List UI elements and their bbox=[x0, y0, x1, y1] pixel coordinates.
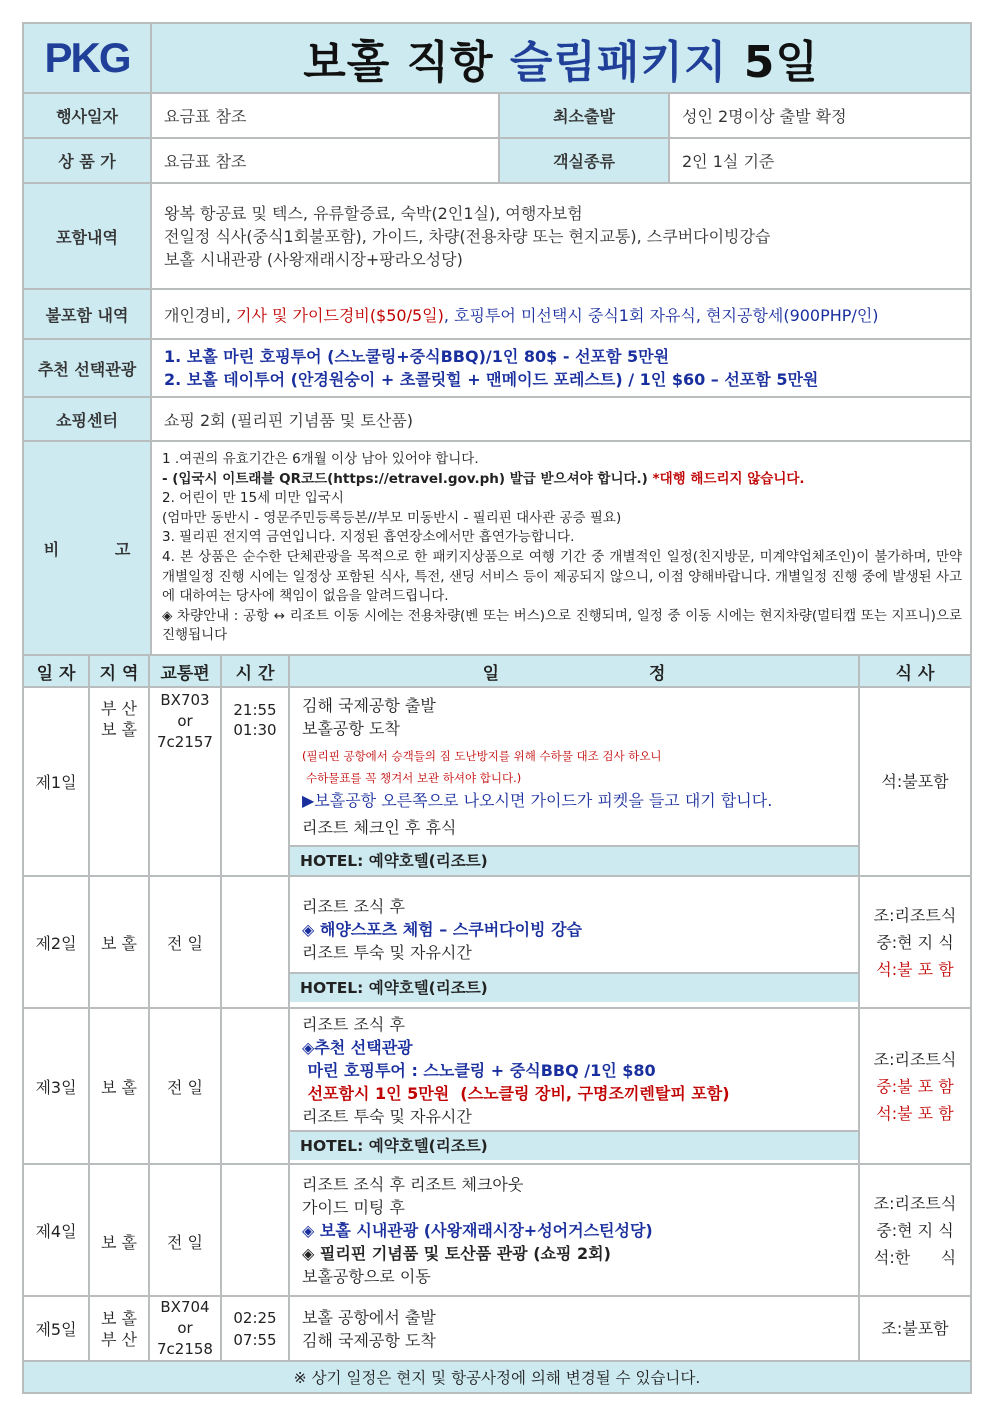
remark-item: 4. 본 상품은 순수한 단체관광을 목적으로 한 패키지상품으로 여행 기간 중 개별적인 일정(친지방문, 미계약업체조인)이 불가하며, 만약 개별일정 진행 시에는 일정상 포함된 식사, 특전, 샌딩 서비스 등이 제공되지 않으니, 이점 양해바랍니다. 개별일정 진행 중에 발생된 사고에 대하여는 당사에 책임이 없음을 알려드립니다. bbox=[162, 549, 963, 605]
info-table bbox=[22, 22, 972, 656]
remarks-label: 비 고 bbox=[23, 441, 151, 655]
remarks-list bbox=[151, 441, 971, 655]
included-label: 포함내역 bbox=[23, 183, 151, 289]
day-label: 제2일 bbox=[23, 876, 89, 1008]
min-departure-label: 최소출발 bbox=[499, 93, 669, 138]
col-day: 일 자 bbox=[23, 655, 89, 687]
day-row bbox=[23, 1164, 971, 1296]
itinerary-cell: 리조트 조식 후 리조트 체크아웃 가이드 미팅 후 ◈ 보홀 시내관광 (사왕재래시장+성어거스틴성당) ◈ 필리핀 기념품 및 토산품 관광 (쇼핑 2회) 보홀공항으로 이동 bbox=[289, 1164, 859, 1296]
transport: 전 일 bbox=[149, 1008, 221, 1164]
region: 부 산 보 홀 bbox=[89, 687, 149, 876]
transport: 전 일 bbox=[149, 1164, 221, 1296]
option-tour-label: 추천 선택관광 bbox=[23, 339, 151, 397]
option-tour-item: 1. 보홀 마린 호핑투어 (스노쿨링+중식BBQ)/1인 80$ - 선포함 5만원 bbox=[164, 347, 670, 366]
footer-note: ※ 상기 일정은 현지 및 항공사정에 의해 변경될 수 있습니다. bbox=[23, 1361, 971, 1393]
remark-item: 2. 어린이 만 15세 미만 입국시 bbox=[162, 490, 344, 507]
itinerary-cell: 리조트 조식 후 ◈ 해양스포츠 체험 – 스쿠버다이빙 강습 리조트 투숙 및 자유시간 HOTEL: 예약호텔(리조트) bbox=[289, 876, 859, 1008]
price-value: 요금표 참조 bbox=[151, 138, 499, 183]
hotel-label: HOTEL: 예약호텔(리조트) bbox=[290, 1130, 860, 1160]
col-region: 지 역 bbox=[89, 655, 149, 687]
hotel-label: HOTEL: 예약호텔(리조트) bbox=[290, 972, 860, 1002]
shopping-label: 쇼핑센터 bbox=[23, 397, 151, 441]
time bbox=[221, 876, 289, 1008]
price-label: 상 품 가 bbox=[23, 138, 151, 183]
room-type-label: 객실종류 bbox=[499, 138, 669, 183]
itinerary-sheet bbox=[22, 22, 970, 1394]
day-label: 제4일 bbox=[23, 1164, 89, 1296]
page-title: 보홀 직항 슬림패키지 5일 bbox=[151, 23, 971, 93]
col-time: 시 간 bbox=[221, 655, 289, 687]
schedule-table bbox=[22, 654, 972, 1394]
date-value: 요금표 참조 bbox=[151, 93, 499, 138]
excluded-value: 개인경비, 기사 및 가이드경비($50/5일), 호핑투어 미선택시 중식1회 자유식, 현지공항세(900PHP/인) bbox=[151, 289, 971, 339]
day-row bbox=[23, 876, 971, 1008]
transport: BX703 or 7c2157 bbox=[149, 687, 221, 876]
included-item: 보홀 시내관광 (사왕재래시장+팡라오성당) bbox=[164, 249, 463, 269]
day-row bbox=[23, 1008, 971, 1164]
region: 보 홀 부 산 bbox=[89, 1296, 149, 1361]
transport: 전 일 bbox=[149, 876, 221, 1008]
remark-item: ◈ 차량안내 : 공항 ↔ 리조트 이동 시에는 전용차량(벤 또는 버스)으로 진행되며, 일정 중 이동 시에는 현지차량(멀티캡 또는 지프니)으로 진행됩니다 bbox=[162, 607, 963, 644]
region: 보 홀 bbox=[89, 1164, 149, 1296]
date-label: 행사일자 bbox=[23, 93, 151, 138]
col-itinerary: 일 정 bbox=[289, 655, 859, 687]
col-meal: 식 사 bbox=[859, 655, 971, 687]
included-item: 왕복 항공료 및 텍스, 유류할증료, 숙박(2인1실), 여행자보험 bbox=[164, 203, 583, 223]
day-label: 제1일 bbox=[23, 687, 89, 876]
option-tour-list bbox=[151, 339, 971, 397]
shopping-value: 쇼핑 2회 (필리핀 기념품 및 토산품) bbox=[151, 397, 971, 441]
day-label: 제3일 bbox=[23, 1008, 89, 1164]
time: 02:25 07:55 bbox=[221, 1296, 289, 1361]
time bbox=[221, 1008, 289, 1164]
min-departure-value: 성인 2명이상 출발 확정 bbox=[669, 93, 971, 138]
time: 21:55 01:30 bbox=[221, 687, 289, 876]
time bbox=[221, 1164, 289, 1296]
itinerary-cell: 보홀 공항에서 출발 김해 국제공항 도착 bbox=[289, 1296, 859, 1361]
transport: BX704 or 7c2158 bbox=[149, 1296, 221, 1361]
region: 보 홀 bbox=[89, 876, 149, 1008]
day-label: 제5일 bbox=[23, 1296, 89, 1361]
remark-item: - (입국시 이트래블 QR코드(https://etravel.gov.ph) 발급 받으셔야 합니다.) *대행 해드리지 않습니다. bbox=[162, 470, 805, 487]
remark-item: 1 .여권의 유효기간은 6개월 이상 남아 있어야 합니다. bbox=[162, 451, 479, 468]
meal-cell: 조:리조트식 중:현 지 식 석:한 식 bbox=[859, 1164, 971, 1296]
day-row bbox=[23, 1296, 971, 1361]
itinerary-cell: 김해 국제공항 출발 보홀공항 도착 (필리핀 공항에서 승객들의 짐 도난방지를 위해 수하물 대조 검사 하오니 수하물표를 꼭 챙겨서 보관 하셔야 합니다.) ▶보홀공항 오른쪽으로 나오시면 가이드가 피켓을 들고 대기 합니다. 리조트 체크인 후 휴식 HOTEL: 예약호텔(리조트) bbox=[289, 687, 859, 876]
itinerary-cell: 리조트 조식 후 ◈추천 선택관광 마린 호핑투어 : 스노클링 + 중식BBQ /1인 $80 선포함시 1인 5만원 (스노클링 장비, 구명조끼렌탈피 포함) 리조트 투숙 및 자유시간 HOTEL: 예약호텔(리조트) bbox=[289, 1008, 859, 1164]
included-item: 전일정 식사(중식1회불포함), 가이드, 차량(전용차량 또는 현지교통), 스쿠버다이빙강습 bbox=[164, 226, 771, 246]
room-type-value: 2인 1실 기준 bbox=[669, 138, 971, 183]
meal-cell: 조:불포함 bbox=[859, 1296, 971, 1361]
option-tour-item: 2. 보홀 데이투어 (안경원숭이 + 초콜릿힐 + 맨메이드 포레스트) / 1인 $60 – 선포함 5만원 bbox=[164, 370, 819, 389]
remark-item: 3. 필리핀 전지역 금연입니다. 지정된 흡연장소에서만 흡연가능합니다. bbox=[162, 529, 575, 546]
meal-cell: 조:리조트식 중:불 포 함 석:불 포 함 bbox=[859, 1008, 971, 1164]
day-row bbox=[23, 687, 971, 876]
excluded-label: 불포함 내역 bbox=[23, 289, 151, 339]
hotel-label: HOTEL: 예약호텔(리조트) bbox=[290, 845, 860, 875]
remark-item: (엄마만 동반시 - 영문주민등록등본//부모 미동반시 - 필리핀 대사관 공증 필요) bbox=[162, 509, 622, 526]
meal-cell: 조:리조트식 중:현 지 식 석:불 포 함 bbox=[859, 876, 971, 1008]
region: 보 홀 bbox=[89, 1008, 149, 1164]
included-list bbox=[151, 183, 971, 289]
meal-cell: 석:불포함 bbox=[859, 687, 971, 876]
col-transport: 교통편 bbox=[149, 655, 221, 687]
pkg-logo: PKG bbox=[23, 23, 151, 93]
